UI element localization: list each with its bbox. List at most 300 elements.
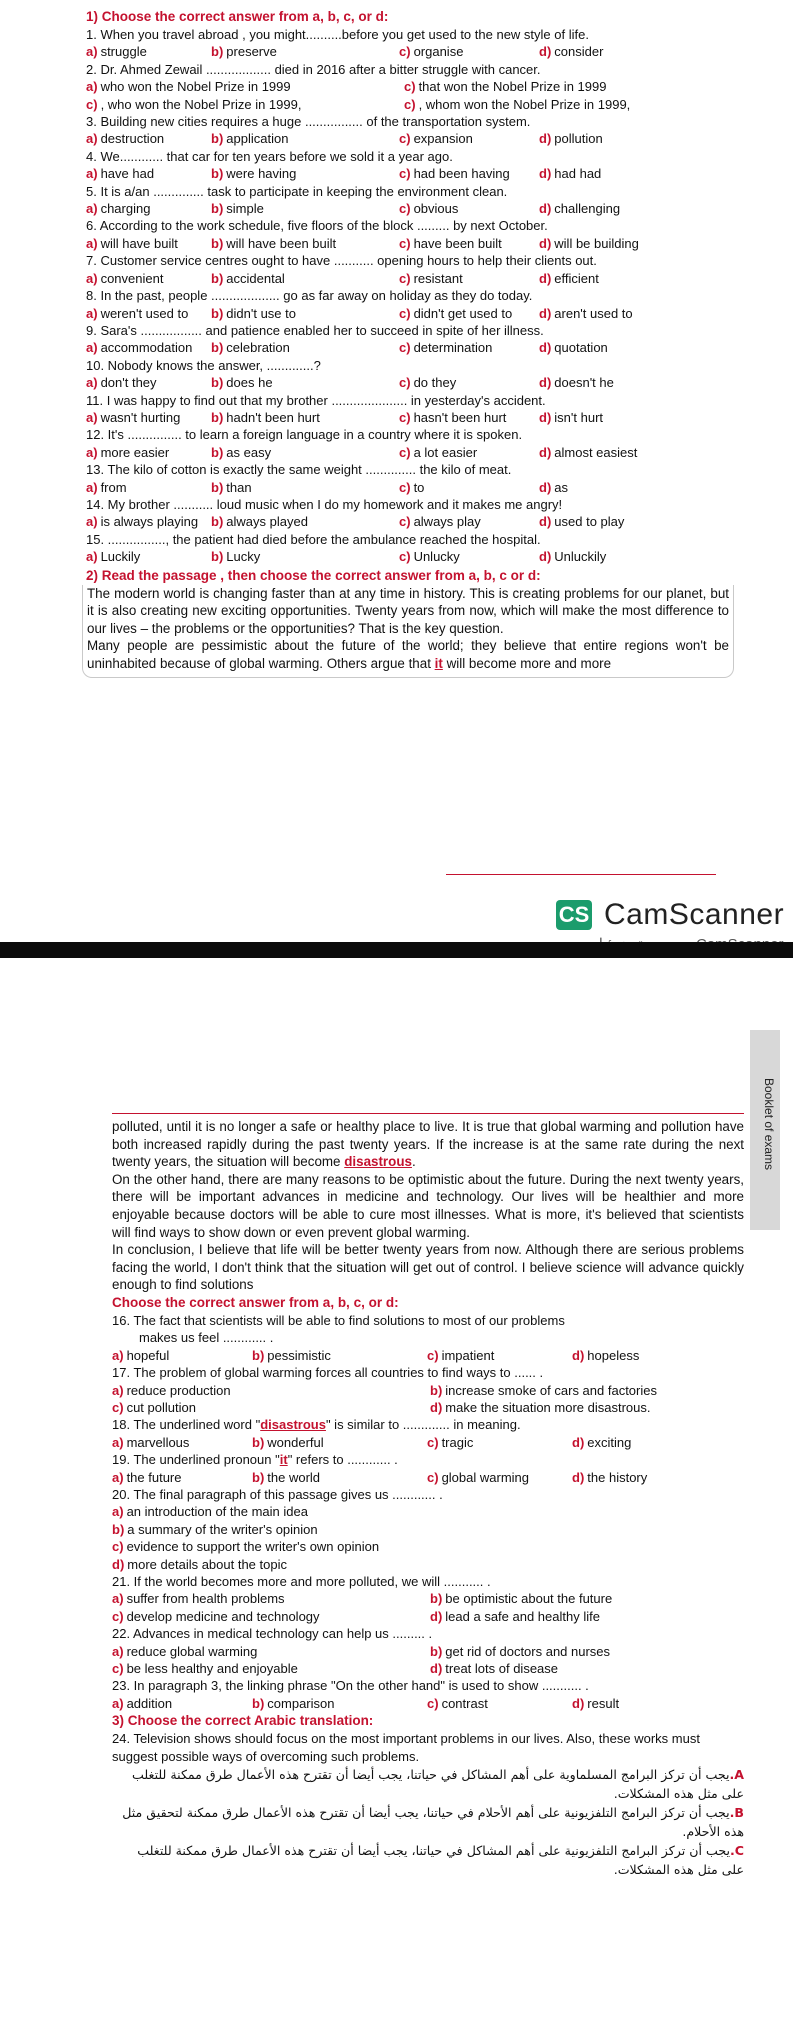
options-23 xyxy=(112,1695,744,1712)
option-5-1-letter: b) xyxy=(211,201,224,217)
option-13-1-text: than xyxy=(226,479,252,495)
option-8-3-text: aren't used to xyxy=(554,305,633,321)
options-22-2-letter: c) xyxy=(112,1661,124,1677)
options-17-1-letter: b) xyxy=(430,1382,443,1398)
options-row-2-1 xyxy=(86,96,730,113)
option-3-0-text: destruction xyxy=(100,131,165,147)
question-18 xyxy=(112,1416,744,1433)
options-16-0 xyxy=(112,1347,252,1364)
option-13-2-text: to xyxy=(413,479,425,495)
option-6-3-text: will be building xyxy=(554,235,639,251)
option-5-2-text: obvious xyxy=(413,201,459,217)
question-8: 8. In the past, people ................... go as far away on holiday as they do today. xyxy=(86,288,533,304)
options-19-0 xyxy=(112,1469,252,1486)
section3-title: 3) Choose the correct Arabic translation: xyxy=(112,1713,374,1729)
options-22-3-text: treat lots of disease xyxy=(445,1661,559,1677)
options-16-1 xyxy=(252,1347,427,1364)
options-12 xyxy=(86,444,730,461)
option-9-3 xyxy=(539,339,608,356)
option-10-3-text: doesn't he xyxy=(554,375,614,391)
option-14-1 xyxy=(211,513,399,530)
question-1: 1. When you travel abroad , you might..........before you get used to the new style of life. xyxy=(86,27,589,42)
option-14-3-text: used to play xyxy=(554,514,625,530)
option-4-2-letter: c) xyxy=(399,166,411,182)
option-5-3 xyxy=(539,200,620,217)
options-9 xyxy=(86,339,730,356)
options-22-0 xyxy=(112,1643,430,1660)
option-13-1-letter: b) xyxy=(211,479,224,495)
red-divider xyxy=(446,874,716,875)
option-15-3-text: Unluckily xyxy=(554,549,607,565)
option-3-1-letter: b) xyxy=(211,131,224,147)
options-22 xyxy=(112,1643,744,1678)
option-7-3 xyxy=(539,270,599,287)
options-1 xyxy=(86,43,730,60)
option-8-2-letter: c) xyxy=(399,305,411,321)
options-22-1-letter: b) xyxy=(430,1643,443,1659)
option-6-0 xyxy=(86,235,211,252)
option-8-3 xyxy=(539,305,633,322)
q18-word: disastrous xyxy=(260,1417,326,1433)
options-18-3-letter: d) xyxy=(572,1434,585,1450)
option-10-1-letter: b) xyxy=(211,375,224,391)
option-9-1-letter: b) xyxy=(211,340,224,356)
options-21-2-letter: c) xyxy=(112,1608,124,1624)
option-7-0 xyxy=(86,270,211,287)
options-16 xyxy=(112,1347,744,1364)
option-7-1-letter: b) xyxy=(211,270,224,286)
option-10-0-text: don't they xyxy=(100,375,157,391)
option-15-3 xyxy=(539,548,606,565)
question-5: 5. It is a/an .............. task to participate in keeping the environment clean. xyxy=(86,183,508,199)
option-6-3-letter: d) xyxy=(539,235,552,251)
section2-title: 2) Read the passage , then choose the correct answer from a, b, c or d: xyxy=(86,567,541,583)
options-16-0-letter: a) xyxy=(112,1347,124,1363)
option-2-0 xyxy=(86,78,404,95)
question-19 xyxy=(112,1451,744,1468)
option-15-1 xyxy=(211,548,399,565)
options-19 xyxy=(112,1469,744,1486)
option-8-1 xyxy=(211,305,399,322)
options-19-3 xyxy=(572,1469,647,1486)
option-15-2-letter: c) xyxy=(399,549,411,565)
option-9-1 xyxy=(211,339,399,356)
option-6-2-text: have been built xyxy=(413,235,502,251)
option-3-2-letter: c) xyxy=(399,131,411,147)
options-16-1-letter: b) xyxy=(252,1347,265,1363)
ar-text-a: يجب أن تركز البرامج المسلماوية على أهم المشاكل في حياتنا، يجب أيضا أن تقترح هذه الأعمال طرق ممكنة للتغلب على مثل هذه المشكلات. xyxy=(131,1767,744,1802)
option-15-2-text: Unlucky xyxy=(413,549,460,565)
option-13-0-letter: a) xyxy=(86,479,98,495)
passage-paragraph-2 xyxy=(87,637,729,672)
passage-paragraph-5: In conclusion, I believe that life will be better twenty years from now. Although there are serious problems facing the world, I don't think that the situation will get out of control. I believe science will advance quickly enough to find solutions xyxy=(112,1242,744,1293)
option-6-1-text: will have been built xyxy=(226,235,337,251)
options-23-1 xyxy=(252,1695,427,1712)
options-20-1-letter: b) xyxy=(112,1521,125,1537)
options-21 xyxy=(112,1590,744,1625)
options-19-3-text: the history xyxy=(587,1469,648,1485)
options-17-2-letter: c) xyxy=(112,1399,124,1415)
option-1-3 xyxy=(539,43,603,60)
options-21-2 xyxy=(112,1608,430,1625)
option-6-0-letter: a) xyxy=(86,235,98,251)
option-1-3-text: consider xyxy=(554,44,604,60)
option-12-3-text: almost easiest xyxy=(554,444,638,460)
page-separator xyxy=(0,942,793,958)
option-10-2-text: do they xyxy=(413,375,457,391)
option-1-0-text: struggle xyxy=(100,44,147,60)
q18-b: " is similar to ............. in meaning. xyxy=(325,1417,521,1433)
option-8-3-letter: d) xyxy=(539,305,552,321)
options-19-2-letter: c) xyxy=(427,1469,439,1485)
options-17-row-0 xyxy=(112,1382,744,1399)
option-12-0 xyxy=(86,444,211,461)
option-6-3 xyxy=(539,235,639,252)
options-20-3-letter: d) xyxy=(112,1556,125,1572)
options-20-row-1 xyxy=(112,1521,744,1538)
options-18-1-letter: b) xyxy=(252,1434,265,1450)
options-21-0-text: suffer from health problems xyxy=(126,1591,285,1607)
options-22-3 xyxy=(430,1660,618,1677)
option-5-0 xyxy=(86,200,211,217)
options-22-1-text: get rid of doctors and nurses xyxy=(445,1643,611,1659)
arabic-option-c xyxy=(112,1841,744,1879)
option-11-3-text: isn't hurt xyxy=(554,409,604,425)
option-11-3 xyxy=(539,409,603,426)
option-4-1-letter: b) xyxy=(211,166,224,182)
option-13-3 xyxy=(539,479,568,496)
option-11-1 xyxy=(211,409,399,426)
ar-letter-c: C. xyxy=(729,1843,744,1859)
passage-box xyxy=(82,585,734,678)
underlined-disastrous: disastrous xyxy=(344,1154,412,1170)
options-20-2-letter: c) xyxy=(112,1539,124,1555)
options-20-row-2 xyxy=(112,1538,744,1555)
options-21-3-letter: d) xyxy=(430,1608,443,1624)
options-22-row-1 xyxy=(112,1660,744,1677)
option-9-0-letter: a) xyxy=(86,340,98,356)
option-1-0-letter: a) xyxy=(86,44,98,60)
option-9-3-letter: d) xyxy=(539,340,552,356)
option-9-3-text: quotation xyxy=(554,340,608,356)
option-2-3-letter: c) xyxy=(404,96,416,112)
option-1-0 xyxy=(86,43,211,60)
para1-text: polluted, until it is no longer a safe or healthy place to live. It is true that global warming and pollution have both increased rapidly during the past twenty years. If the increase is at the same rate during the next twenty years, the situation will become xyxy=(112,1119,744,1170)
options-18-0 xyxy=(112,1434,252,1451)
option-5-2-letter: c) xyxy=(399,201,411,217)
question-13: 13. The kilo of cotton is exactly the same weight .............. the kilo of meat. xyxy=(86,462,512,478)
options-16-3-text: hopeless xyxy=(587,1347,640,1363)
options-22-0-letter: a) xyxy=(112,1643,124,1659)
options-23-3 xyxy=(572,1695,619,1712)
option-14-3-letter: d) xyxy=(539,514,552,530)
options-18-0-letter: a) xyxy=(112,1434,124,1450)
options-16-2-letter: c) xyxy=(427,1347,439,1363)
option-5-2 xyxy=(399,200,539,217)
option-1-2-letter: c) xyxy=(399,44,411,60)
options-23-0-text: addition xyxy=(126,1695,173,1711)
options-17-2 xyxy=(112,1399,430,1416)
options-20-0-letter: a) xyxy=(112,1504,124,1520)
option-1-1-text: preserve xyxy=(226,44,277,60)
question-16-cont: makes us feel ............ . xyxy=(139,1330,274,1346)
passage-paragraph-4: On the other hand, there are many reasons to be optimistic about the future. During the next twenty years, there will be important advances in medicine and technology. Our lives will be healthier and more enjoyable because doctors will be able to cure most illnesses. What is more, it's believed that scientists will find ways to show down or even prevent global warming. xyxy=(112,1171,744,1240)
option-5-0-text: charging xyxy=(100,201,151,217)
options-11 xyxy=(86,409,730,426)
options-18-3 xyxy=(572,1434,631,1451)
option-8-0 xyxy=(86,305,211,322)
camscanner-name: CamScanner xyxy=(604,898,785,931)
option-12-1 xyxy=(211,444,399,461)
option-5-3-text: challenging xyxy=(554,201,621,217)
option-7-1-text: accidental xyxy=(226,270,285,286)
option-8-1-letter: b) xyxy=(211,305,224,321)
option-12-2-letter: c) xyxy=(399,444,411,460)
options-23-1-letter: b) xyxy=(252,1695,265,1711)
option-15-0-letter: a) xyxy=(86,549,98,565)
options-20-row-0 xyxy=(112,1503,744,1520)
options-23-2-text: contrast xyxy=(441,1695,488,1711)
options-17-0 xyxy=(112,1382,430,1399)
options-20 xyxy=(112,1503,744,1573)
options-20-2-text: evidence to support the writer's own opinion xyxy=(126,1539,380,1555)
options-17-2-text: cut pollution xyxy=(126,1399,196,1415)
options-16-3-letter: d) xyxy=(572,1347,585,1363)
option-7-2-text: resistant xyxy=(413,270,463,286)
question-22: 22. Advances in medical technology can help us ......... . xyxy=(112,1626,433,1642)
option-11-0-letter: a) xyxy=(86,409,98,425)
option-9-0 xyxy=(86,339,211,356)
options-19-1-letter: b) xyxy=(252,1469,265,1485)
option-9-2 xyxy=(399,339,539,356)
options-15 xyxy=(86,548,730,565)
option-3-2 xyxy=(399,130,539,147)
options-21-0 xyxy=(112,1590,430,1607)
options-5 xyxy=(86,200,730,217)
q19-a: 19. The underlined pronoun " xyxy=(112,1452,280,1468)
option-10-0-letter: a) xyxy=(86,375,98,391)
options-23-0-letter: a) xyxy=(112,1695,124,1711)
option-12-3 xyxy=(539,444,637,461)
option-13-1 xyxy=(211,479,399,496)
options-22-1 xyxy=(430,1643,618,1660)
option-7-1 xyxy=(211,270,399,287)
scanned-page-1 xyxy=(0,0,793,942)
option-8-0-text: weren't used to xyxy=(100,305,189,321)
option-2-0-text: who won the Nobel Prize in 1999 xyxy=(100,79,291,95)
options-20-0 xyxy=(112,1503,308,1520)
options-16-3 xyxy=(572,1347,639,1364)
options-7 xyxy=(86,270,730,287)
options-23-2 xyxy=(427,1695,572,1712)
option-10-2-letter: c) xyxy=(399,375,411,391)
option-4-0-text: have had xyxy=(100,166,155,182)
camscanner-logo: CS xyxy=(556,900,592,930)
option-8-2 xyxy=(399,305,539,322)
option-8-2-text: didn't get used to xyxy=(413,305,513,321)
question-2: 2. Dr. Ahmed Zewail .................. died in 2016 after a bitter struggle with cancer. xyxy=(86,61,541,77)
option-5-0-letter: a) xyxy=(86,201,98,217)
options-18 xyxy=(112,1434,744,1451)
option-1-2-text: organise xyxy=(413,44,464,60)
option-11-0 xyxy=(86,409,211,426)
option-11-0-text: wasn't hurting xyxy=(100,409,181,425)
options-21-row-0 xyxy=(112,1590,744,1607)
options-14 xyxy=(86,513,730,530)
options-16-0-text: hopeful xyxy=(126,1347,170,1363)
option-2-2-text: , who won the Nobel Prize in 1999, xyxy=(100,96,302,112)
options-16-1-text: pessimistic xyxy=(267,1347,331,1363)
passage-paragraph-1: The modern world is changing faster than at any time in history. This is creating problems for our planet, but it is also creating new exciting opportunities. Twenty years from now, which will make the most difference to our lives – the problems or the opportunities? That is the key question. xyxy=(87,585,729,636)
option-10-0 xyxy=(86,374,211,391)
options-16-2-text: impatient xyxy=(441,1347,495,1363)
option-2-0-letter: a) xyxy=(86,79,98,95)
option-15-0-text: Luckily xyxy=(100,549,141,565)
option-13-3-letter: d) xyxy=(539,479,552,495)
question-3: 3. Building new cities requires a huge ................ of the transportation system. xyxy=(86,114,531,130)
option-12-0-text: more easier xyxy=(100,444,170,460)
question-17: 17. The problem of global warming forces all countries to find ways to ...... . xyxy=(112,1365,544,1381)
option-5-1 xyxy=(211,200,399,217)
option-12-1-text: as easy xyxy=(226,444,272,460)
passage-paragraph-3: polluted, until it is no longer a safe or healthy place to live. It is true that global warming and pollution have both increased rapidly during the past twenty years. If the increase is at the same rate during the next twenty years, the situation will become disastrous. xyxy=(112,1119,744,1170)
question-23: 23. In paragraph 3, the linking phrase "On the other hand" is used to show ........... . xyxy=(112,1678,589,1694)
options-20-row-3 xyxy=(112,1556,744,1573)
option-14-2 xyxy=(399,513,539,530)
arabic-option-b xyxy=(112,1803,744,1841)
option-8-0-letter: a) xyxy=(86,305,98,321)
option-6-1-letter: b) xyxy=(211,235,224,251)
options-17-3 xyxy=(430,1399,651,1416)
options-4 xyxy=(86,165,730,182)
options-20-1-text: a summary of the writer's opinion xyxy=(127,1521,318,1537)
option-4-1-text: were having xyxy=(226,166,297,182)
options-18-0-text: marvellous xyxy=(126,1434,190,1450)
question-12: 12. It's ............... to learn a foreign language in a country where it is spoken. xyxy=(86,427,523,443)
option-14-0-text: is always playing xyxy=(100,514,199,530)
option-14-0 xyxy=(86,513,211,530)
question-list xyxy=(86,26,730,566)
options-21-1-letter: b) xyxy=(430,1591,443,1607)
option-9-2-letter: c) xyxy=(399,340,411,356)
red-top-line xyxy=(112,1113,744,1114)
options-18-2-text: tragic xyxy=(441,1434,474,1450)
option-6-0-text: will have built xyxy=(100,235,178,251)
option-9-0-text: accommodation xyxy=(100,340,193,356)
option-14-3 xyxy=(539,513,624,530)
option-11-2-letter: c) xyxy=(399,409,411,425)
option-7-0-text: convenient xyxy=(100,270,164,286)
options-20-2 xyxy=(112,1538,379,1555)
question-4: 4. We............ that car for ten years before we sold it a year ago. xyxy=(86,148,453,164)
passage-p2-end: will become more and more xyxy=(446,655,612,671)
question-20: 20. The final paragraph of this passage gives us ............ . xyxy=(112,1487,443,1502)
option-3-0-letter: a) xyxy=(86,131,98,147)
option-11-3-letter: d) xyxy=(539,409,552,425)
option-7-2 xyxy=(399,270,539,287)
options-6 xyxy=(86,235,730,252)
option-14-2-text: always play xyxy=(413,514,481,530)
option-13-0-text: from xyxy=(100,479,127,495)
option-10-2 xyxy=(399,374,539,391)
options-18-3-text: exciting xyxy=(587,1434,632,1450)
options-21-1-text: be optimistic about the future xyxy=(445,1591,613,1607)
options-19-1-text: the world xyxy=(267,1469,321,1485)
ar-letter-a: A. xyxy=(729,1767,744,1783)
options-23-0 xyxy=(112,1695,252,1712)
question-21: 21. If the world becomes more and more polluted, we will ........... . xyxy=(112,1574,491,1590)
option-12-1-letter: b) xyxy=(211,444,224,460)
option-15-0 xyxy=(86,548,211,565)
options-17-0-letter: a) xyxy=(112,1382,124,1398)
options-17-1-text: increase smoke of cars and factories xyxy=(445,1382,657,1398)
option-4-2 xyxy=(399,165,539,182)
option-15-3-letter: d) xyxy=(539,549,552,565)
options-23-3-text: result xyxy=(587,1695,620,1711)
option-11-2 xyxy=(399,409,539,426)
option-6-2 xyxy=(399,235,539,252)
option-6-2-letter: c) xyxy=(399,235,411,251)
option-4-1 xyxy=(211,165,399,182)
option-7-3-letter: d) xyxy=(539,270,552,286)
options-23-3-letter: d) xyxy=(572,1695,585,1711)
option-14-1-text: always played xyxy=(226,514,308,530)
options-18-2-letter: c) xyxy=(427,1434,439,1450)
ar-letter-b: B. xyxy=(729,1805,744,1821)
options-20-3-text: more details about the topic xyxy=(127,1556,287,1572)
option-12-2 xyxy=(399,444,539,461)
options-21-3-text: lead a safe and healthy life xyxy=(445,1608,600,1624)
options-17-3-text: make the situation more disastrous. xyxy=(445,1399,651,1415)
options-20-3 xyxy=(112,1556,287,1573)
option-11-1-letter: b) xyxy=(211,409,224,425)
options-19-0-letter: a) xyxy=(112,1469,124,1485)
choose-title: Choose the correct answer from a, b, c, or d: xyxy=(112,1294,399,1310)
option-15-1-letter: b) xyxy=(211,549,224,565)
options-23-2-letter: c) xyxy=(427,1695,439,1711)
option-1-1-letter: b) xyxy=(211,44,224,60)
q19-word: it xyxy=(279,1452,288,1468)
question-11: 11. I was happy to find out that my brother ..................... in yesterday's accident. xyxy=(86,392,546,408)
option-15-1-text: Lucky xyxy=(226,549,261,565)
option-10-1 xyxy=(211,374,399,391)
option-3-3-text: pollution xyxy=(554,131,603,147)
options-17-0-text: reduce production xyxy=(126,1382,231,1398)
option-7-3-text: efficient xyxy=(554,270,599,286)
question-15: 15. ................, the patient had died before the ambulance reached the hospital. xyxy=(86,531,541,547)
option-3-2-text: expansion xyxy=(413,131,473,147)
option-4-3-letter: d) xyxy=(539,166,552,182)
option-13-2-letter: c) xyxy=(399,479,411,495)
exam-sheet-2 xyxy=(112,1118,744,1879)
option-3-3 xyxy=(539,130,603,147)
option-3-1 xyxy=(211,130,399,147)
section1-title: 1) Choose the correct answer from a, b, c, or d: xyxy=(86,9,389,24)
option-10-3-letter: d) xyxy=(539,375,552,391)
underlined-it: it xyxy=(434,655,443,671)
options-20-0-text: an introduction of the main idea xyxy=(126,1504,308,1520)
options-18-2 xyxy=(427,1434,572,1451)
option-2-1-letter: c) xyxy=(404,79,416,95)
options-22-0-text: reduce global warming xyxy=(126,1643,258,1659)
option-10-1-text: does he xyxy=(226,375,273,391)
option-11-1-text: hadn't been hurt xyxy=(226,409,320,425)
option-4-3 xyxy=(539,165,601,182)
question-9: 9. Sara's ................. and patience enabled her to succeed in spite of her illness. xyxy=(86,322,544,338)
option-3-1-text: application xyxy=(226,131,289,147)
options-17 xyxy=(112,1382,744,1417)
question-16: 16. The fact that scientists will be able to find solutions to most of our problems xyxy=(112,1312,565,1328)
